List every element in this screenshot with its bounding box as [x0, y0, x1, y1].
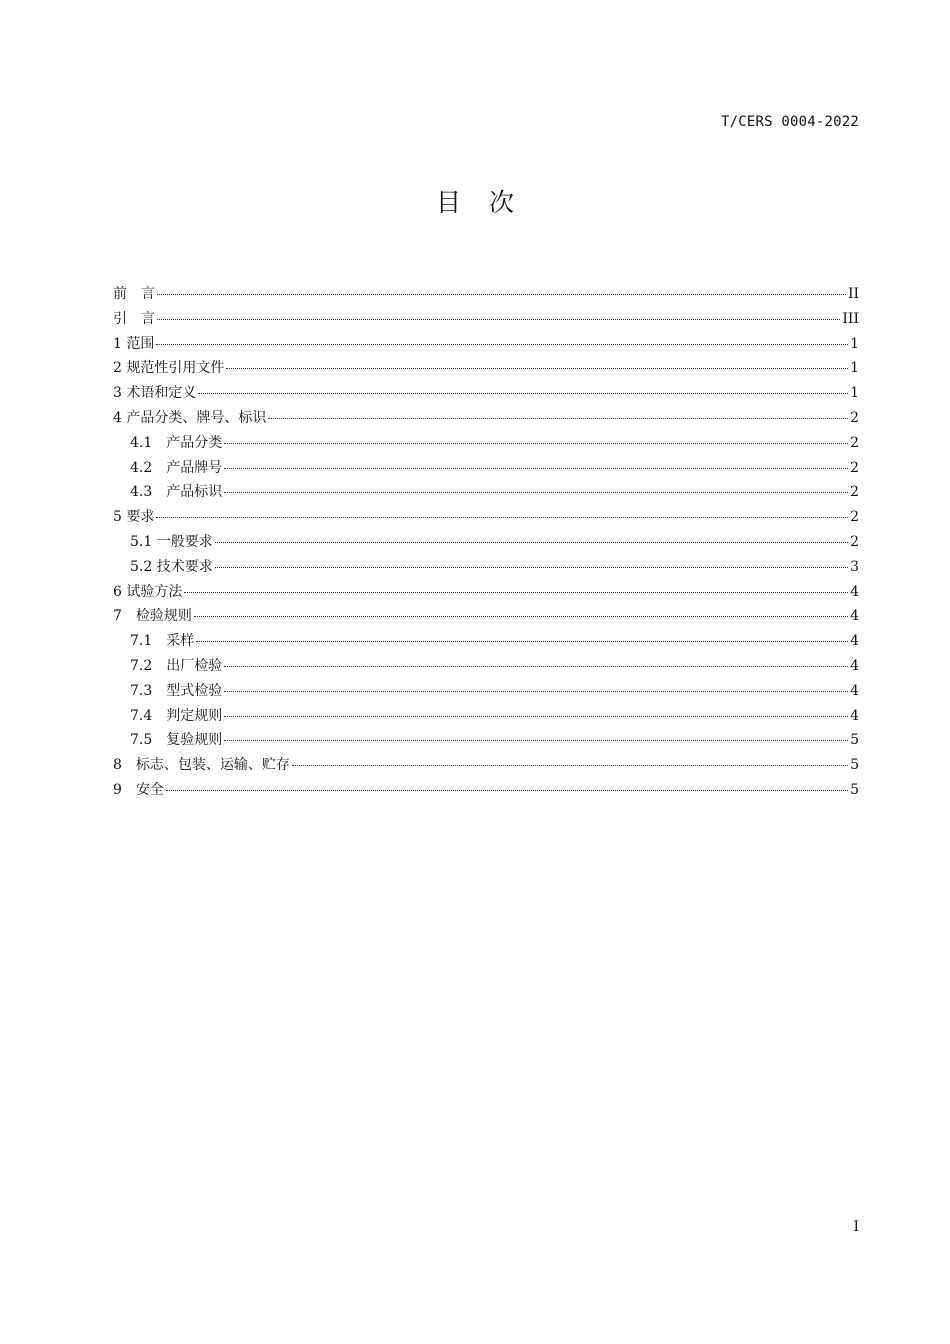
- toc-entry-label: 8 标志、包装、运输、贮存: [113, 757, 290, 774]
- toc-dot-leader: [224, 492, 848, 493]
- toc-dot-leader: [157, 319, 840, 320]
- toc-entry-label: 4.2 产品牌号: [130, 459, 223, 476]
- toc-dot-leader: [226, 368, 848, 369]
- page-title-part2: 次: [489, 188, 515, 217]
- toc-entry[interactable]: [113, 778, 859, 803]
- toc-dot-leader: [166, 790, 848, 791]
- toc-entry-page: 5: [850, 781, 859, 798]
- toc-entry-label: 5.1 一般要求: [130, 533, 213, 550]
- page-title: [0, 183, 950, 219]
- table-of-contents: [113, 282, 859, 803]
- toc-entry-label: 7.1 采样: [130, 633, 195, 650]
- toc-entry-label: 4.1 产品分类: [130, 434, 223, 451]
- toc-entry-page: 4: [850, 707, 859, 724]
- toc-entry[interactable]: [113, 629, 859, 654]
- toc-dot-leader: [224, 691, 848, 692]
- toc-entry-label: 4.3 产品标识: [130, 484, 223, 501]
- page-number: I: [853, 1219, 859, 1235]
- toc-entry[interactable]: [113, 406, 859, 431]
- toc-dot-leader: [268, 418, 848, 419]
- toc-dot-leader: [224, 443, 848, 444]
- toc-entry-page: 4: [850, 682, 859, 699]
- toc-entry[interactable]: [113, 555, 859, 580]
- toc-entry-label: 7.3 型式检验: [130, 682, 223, 699]
- toc-entry-label: 9 安全: [113, 781, 164, 798]
- toc-entry-label: 5.2 技术要求: [130, 558, 213, 575]
- toc-entry[interactable]: [113, 480, 859, 505]
- toc-entry-label: 7.2 出厂检验: [130, 657, 223, 674]
- toc-entry[interactable]: [113, 580, 859, 605]
- toc-entry-label: 5 要求: [113, 509, 155, 526]
- toc-dot-leader: [184, 592, 848, 593]
- toc-entry-page: 5: [850, 732, 859, 749]
- toc-dot-leader: [198, 393, 848, 394]
- toc-entry[interactable]: [113, 728, 859, 753]
- toc-entry-label: 7 检验规则: [113, 608, 192, 625]
- toc-entry-page: II: [847, 286, 859, 302]
- toc-entry[interactable]: [113, 530, 859, 555]
- toc-entry-page: 3: [850, 558, 859, 575]
- toc-dot-leader: [224, 716, 848, 717]
- toc-entry[interactable]: [113, 282, 859, 307]
- document-code: T/CERS 0004-2022: [720, 114, 859, 130]
- toc-entry-label: 6 试验方法: [113, 583, 183, 600]
- toc-entry-page: 2: [850, 434, 859, 451]
- toc-entry-page: 4: [850, 608, 859, 625]
- toc-entry-page: 1: [850, 385, 859, 402]
- toc-entry-label: 前 言: [113, 286, 155, 302]
- toc-dot-leader: [196, 641, 848, 642]
- toc-dot-leader: [224, 468, 848, 469]
- toc-entry-label: 3 术语和定义: [113, 385, 197, 402]
- toc-entry[interactable]: [113, 456, 859, 481]
- toc-entry-page: 4: [850, 633, 859, 650]
- toc-entry[interactable]: [113, 704, 859, 729]
- toc-entry-label: 引 言: [113, 310, 155, 327]
- toc-entry[interactable]: [113, 431, 859, 456]
- toc-entry-page: 4: [850, 583, 859, 600]
- toc-entry[interactable]: [113, 753, 859, 778]
- toc-entry-page: 1: [850, 335, 859, 352]
- toc-dot-leader: [215, 542, 848, 543]
- toc-entry-page: 2: [850, 459, 859, 476]
- toc-dot-leader: [224, 740, 848, 741]
- toc-dot-leader: [156, 344, 848, 345]
- toc-entry[interactable]: [113, 604, 859, 629]
- toc-entry[interactable]: [113, 654, 859, 679]
- toc-entry-page: 4: [850, 657, 859, 674]
- toc-entry-label: 4 产品分类、牌号、标识: [113, 409, 267, 426]
- toc-entry[interactable]: [113, 307, 859, 332]
- toc-entry[interactable]: [113, 679, 859, 704]
- toc-dot-leader: [215, 567, 848, 568]
- toc-entry-page: 2: [850, 533, 859, 550]
- toc-dot-leader: [156, 517, 848, 518]
- toc-dot-leader: [194, 616, 848, 617]
- toc-entry[interactable]: [113, 505, 859, 530]
- toc-entry-page: 1: [850, 360, 859, 377]
- toc-entry-page: III: [842, 310, 859, 327]
- toc-entry[interactable]: [113, 332, 859, 357]
- toc-entry-label: 1 范围: [113, 335, 155, 352]
- toc-dot-leader: [157, 294, 846, 295]
- toc-dot-leader: [292, 765, 848, 766]
- toc-entry[interactable]: [113, 381, 859, 406]
- toc-entry-page: 2: [850, 484, 859, 501]
- toc-entry-page: 2: [850, 509, 859, 526]
- toc-entry-page: 2: [850, 409, 859, 426]
- toc-dot-leader: [224, 666, 848, 667]
- toc-entry[interactable]: [113, 356, 859, 381]
- page-title-part1: 目: [435, 188, 461, 217]
- toc-entry-label: 2 规范性引用文件: [113, 360, 225, 377]
- toc-entry-page: 5: [850, 757, 859, 774]
- toc-entry-label: 7.5 复验规则: [130, 732, 223, 749]
- toc-entry-label: 7.4 判定规则: [130, 707, 223, 724]
